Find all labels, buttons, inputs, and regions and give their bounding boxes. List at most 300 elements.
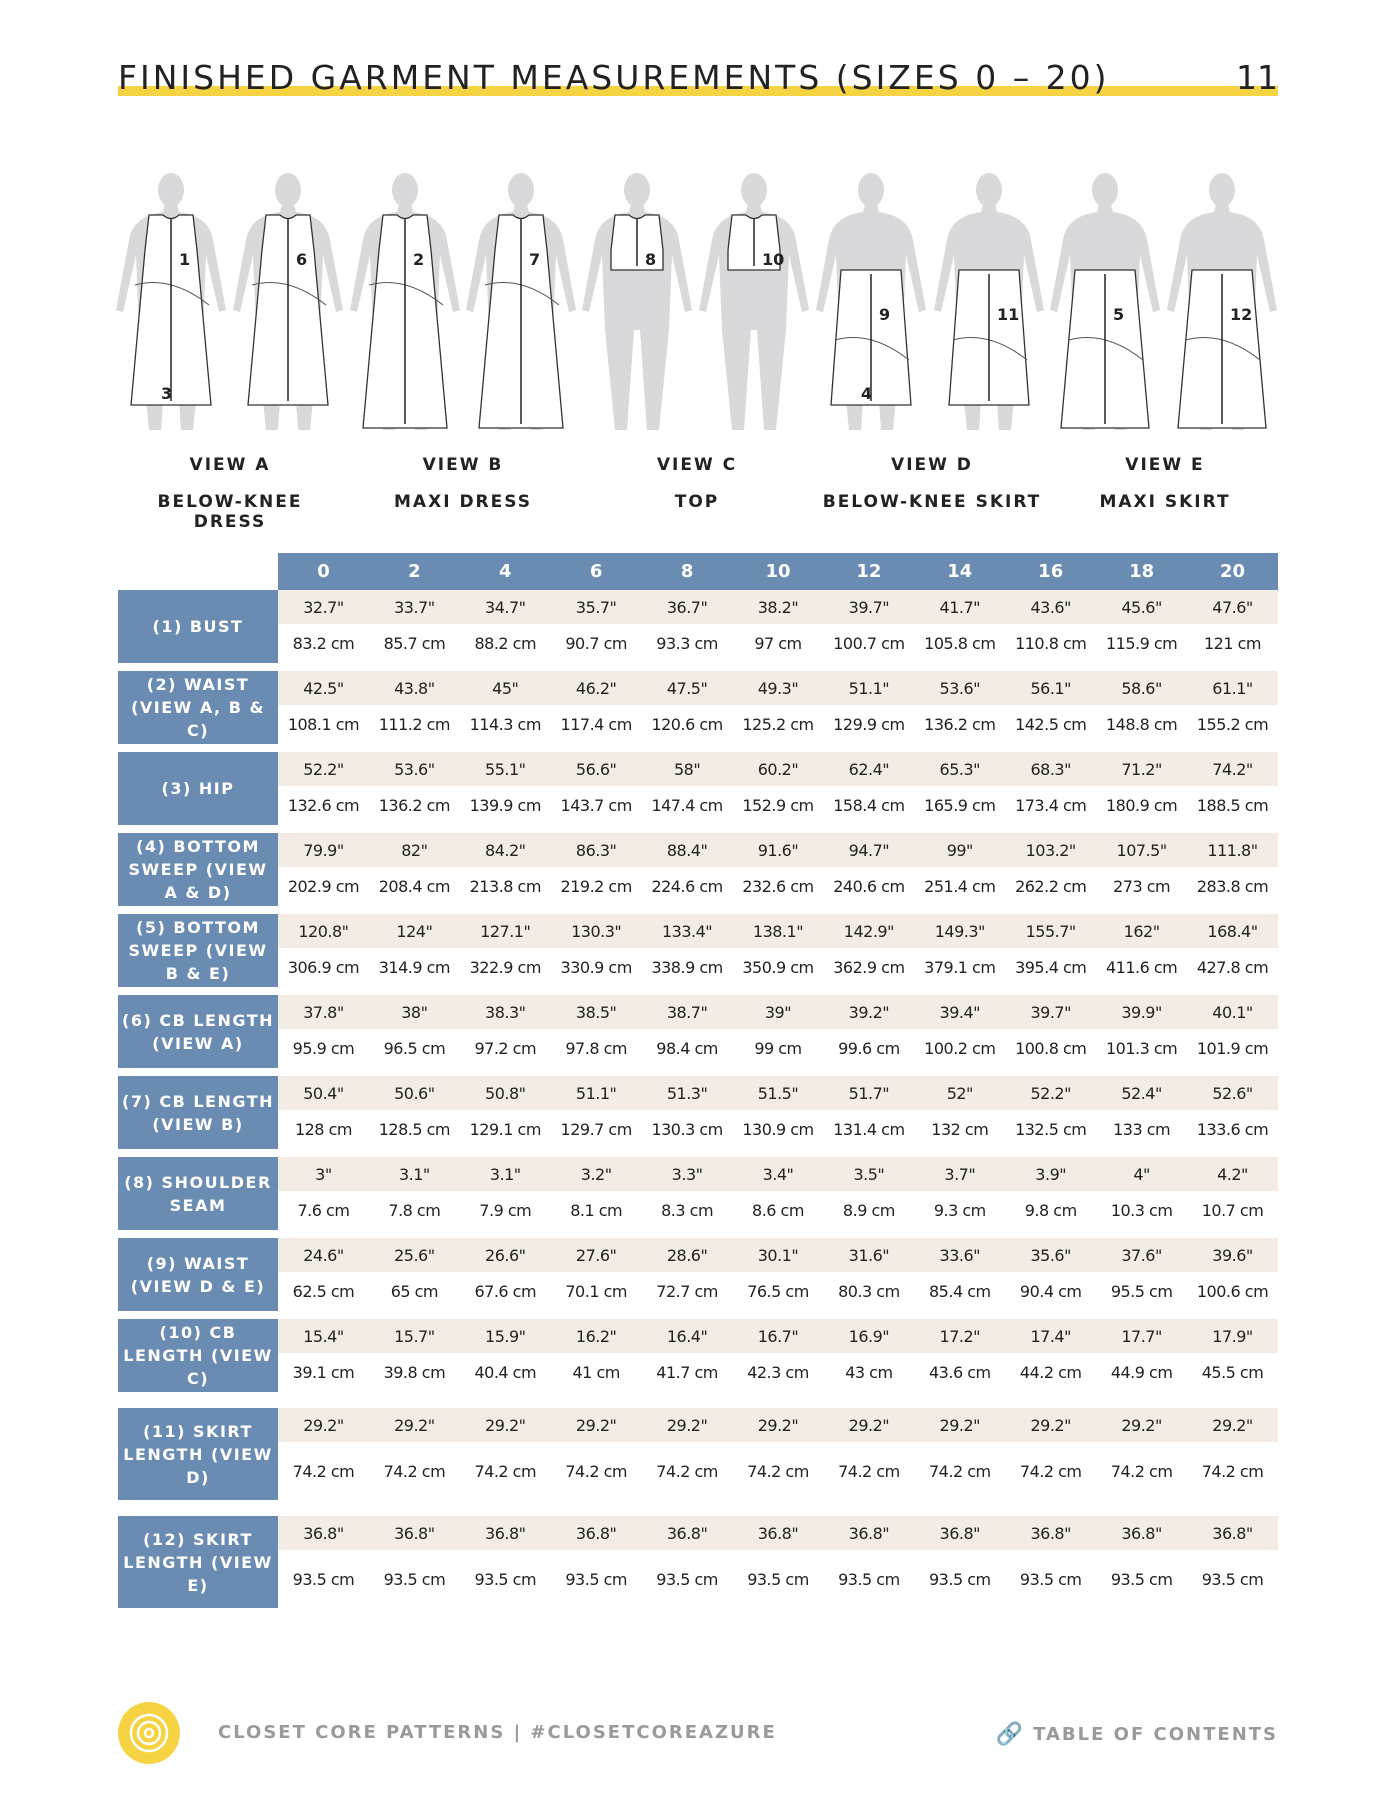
- inches-cell: 51.3": [666, 1083, 708, 1103]
- inches-cell: 17.9": [1212, 1326, 1253, 1346]
- inches-cell: 43.6": [1030, 597, 1071, 617]
- cm-cell: 8.3 cm: [661, 1201, 714, 1220]
- inches-cell: 50.4": [303, 1083, 344, 1103]
- measurement-label: (3) HIP: [118, 752, 278, 825]
- figure-top: [699, 173, 809, 430]
- inches-cell: 36.8": [1030, 1523, 1071, 1543]
- inches-row: [278, 1516, 1278, 1550]
- inches-cell: 111.8": [1207, 840, 1258, 860]
- size-header: 0: [278, 553, 369, 590]
- cm-cell: 74.2 cm: [838, 1461, 900, 1481]
- inches-cell: 82": [401, 840, 428, 860]
- size-header: 12: [823, 553, 914, 590]
- size-header: 20: [1187, 553, 1278, 590]
- inches-cell: 168.4": [1207, 921, 1258, 941]
- inches-cell: 26.6": [485, 1245, 526, 1265]
- cm-cell: 143.7 cm: [560, 796, 632, 815]
- inches-row: [278, 1238, 1278, 1272]
- inches-cell: 53.6": [939, 678, 981, 698]
- cm-cell: 98.4 cm: [656, 1039, 718, 1058]
- cm-cell: 362.9 cm: [833, 958, 905, 977]
- inches-cell: 33.7": [394, 597, 435, 617]
- cm-cell: 93.5 cm: [292, 1569, 355, 1589]
- inches-cell: 52.6": [1212, 1083, 1253, 1103]
- inches-cell: 27.6": [575, 1245, 617, 1265]
- cm-cell: 83.2 cm: [292, 634, 355, 653]
- inches-cell: 38.2": [757, 597, 799, 617]
- view-title: VIEW D: [891, 455, 973, 475]
- inches-cell: 36.8": [575, 1523, 617, 1543]
- cm-cell: 97.2 cm: [474, 1039, 537, 1058]
- inches-cell: 3.1": [489, 1164, 521, 1184]
- cm-cell: 100.6 cm: [1196, 1282, 1269, 1301]
- inches-cell: 47.5": [666, 678, 708, 698]
- cm-cell: 93.5 cm: [838, 1569, 900, 1589]
- cm-cell: 95.9 cm: [292, 1039, 355, 1058]
- inches-cell: 29.2": [303, 1415, 344, 1435]
- cm-cell: 136.2 cm: [378, 796, 450, 815]
- inches-cell: 56.6": [575, 759, 617, 779]
- cm-cell: 125.2 cm: [742, 715, 814, 734]
- view-label: [1055, 455, 1275, 512]
- callout-number: 9: [879, 305, 891, 324]
- cm-cell: 74.2 cm: [383, 1461, 446, 1481]
- inches-row: [278, 590, 1278, 624]
- view-title: VIEW E: [1125, 455, 1205, 475]
- inches-cell: 103.2": [1025, 840, 1076, 860]
- page-header: [118, 58, 1278, 100]
- view-title: VIEW A: [189, 455, 271, 475]
- callout-number: 12: [1230, 305, 1253, 324]
- inches-cell: 3.3": [671, 1164, 703, 1184]
- cm-cell: 240.6 cm: [833, 877, 905, 896]
- cm-cell: 120.6 cm: [651, 715, 723, 734]
- inches-cell: 39.7": [848, 597, 890, 617]
- inches-cell: 28.6": [666, 1245, 708, 1265]
- cm-cell: 74.2 cm: [565, 1461, 627, 1481]
- inches-cell: 3.1": [398, 1164, 430, 1184]
- cm-cell: 93.5 cm: [565, 1569, 627, 1589]
- view-title: VIEW C: [656, 455, 738, 475]
- cm-cell: 39.8 cm: [383, 1363, 446, 1382]
- cm-cell: 44.9 cm: [1110, 1363, 1173, 1382]
- cm-cell: 93.5 cm: [929, 1569, 991, 1589]
- cm-cell: 114.3 cm: [469, 715, 541, 734]
- cm-cell: 42.3 cm: [747, 1363, 809, 1382]
- callout-number: 5: [1113, 305, 1125, 324]
- inches-cell: 29.2": [666, 1415, 708, 1435]
- callout-number: 3: [161, 384, 173, 403]
- callout-number: 2: [413, 250, 425, 269]
- inches-cell: 30.1": [757, 1245, 799, 1265]
- inches-cell: 53.6": [394, 759, 435, 779]
- inches-cell: 51.1": [575, 1083, 617, 1103]
- inches-cell: 52.2": [1030, 1083, 1071, 1103]
- inches-cell: 51.5": [757, 1083, 799, 1103]
- measurement-table: [118, 553, 1278, 1608]
- inches-cell: 45.6": [1121, 597, 1162, 617]
- inches-cell: 3.4": [762, 1164, 794, 1184]
- inches-cell: 29.2": [1121, 1415, 1162, 1435]
- inches-cell: 133.4": [661, 921, 713, 941]
- inches-cell: 94.7": [848, 840, 890, 860]
- measurement-group: [118, 1157, 1278, 1230]
- cm-cell: 44.2 cm: [1019, 1363, 1082, 1382]
- cm-row: [278, 1191, 1278, 1230]
- cm-cell: 8.6 cm: [752, 1201, 804, 1220]
- inches-cell: 4": [1133, 1164, 1150, 1184]
- figure-skirt-long: [1167, 173, 1277, 430]
- cm-cell: 40.4 cm: [474, 1363, 537, 1382]
- cm-cell: 395.4 cm: [1015, 958, 1087, 977]
- inches-cell: 3.2": [580, 1164, 612, 1184]
- cm-row: [278, 1550, 1278, 1608]
- inches-cell: 74.2": [1212, 759, 1253, 779]
- cm-cell: 208.4 cm: [378, 877, 450, 896]
- cm-cell: 322.9 cm: [469, 958, 541, 977]
- inches-cell: 3.7": [944, 1164, 976, 1184]
- measurement-label: (2) WAIST (VIEW A, B & C): [118, 671, 278, 744]
- cm-cell: 74.2 cm: [929, 1461, 991, 1481]
- callout-number: 6: [296, 250, 308, 269]
- measurement-label: (12) SKIRT LENGTH (VIEW E): [118, 1516, 278, 1608]
- inches-cell: 36.8": [757, 1523, 799, 1543]
- inches-cell: 34.7": [485, 597, 526, 617]
- cm-cell: 132.6 cm: [287, 796, 360, 815]
- inches-cell: 52": [946, 1083, 973, 1103]
- cm-cell: 45.5 cm: [1201, 1363, 1264, 1382]
- inches-cell: 39.2": [848, 1002, 890, 1022]
- cm-cell: 330.9 cm: [560, 958, 632, 977]
- cm-cell: 85.4 cm: [929, 1282, 991, 1301]
- inches-cell: 88.4": [666, 840, 708, 860]
- measurement-group: [118, 1238, 1278, 1311]
- link-icon: 🔗: [995, 1722, 1026, 1747]
- cm-cell: 105.8 cm: [924, 634, 996, 653]
- measurement-group: [118, 1076, 1278, 1149]
- inches-cell: 36.8": [1212, 1523, 1253, 1543]
- callout-number: 1: [179, 250, 191, 269]
- inches-cell: 39": [764, 1002, 792, 1022]
- inches-cell: 15.4": [303, 1326, 344, 1346]
- cm-cell: 173.4 cm: [1015, 796, 1087, 815]
- cm-row: [278, 867, 1278, 906]
- cm-cell: 283.8 cm: [1196, 877, 1269, 896]
- cm-cell: 129.9 cm: [833, 715, 905, 734]
- cm-cell: 251.4 cm: [924, 877, 996, 896]
- measurement-group: [118, 833, 1278, 906]
- inches-cell: 61.1": [1212, 678, 1253, 698]
- cm-cell: 90.7 cm: [565, 634, 627, 653]
- cm-row: [278, 1110, 1278, 1149]
- garment-illustrations: [0, 160, 1400, 450]
- inches-cell: 52.2": [303, 759, 344, 779]
- cm-row: [278, 1272, 1278, 1311]
- cm-cell: 202.9 cm: [287, 877, 360, 896]
- figure-dress-short: [233, 173, 343, 430]
- cm-cell: 93.5 cm: [383, 1569, 446, 1589]
- inches-cell: 142.9": [843, 921, 894, 941]
- measurement-group: [118, 752, 1278, 825]
- cm-cell: 97 cm: [754, 634, 802, 653]
- cm-row: [278, 1442, 1278, 1500]
- page-title: FINISHED GARMENT MEASUREMENTS (SIZES 0 – 20): [118, 58, 1110, 97]
- cm-cell: 147.4 cm: [651, 796, 723, 815]
- inches-row: [278, 671, 1278, 705]
- inches-cell: 3.5": [853, 1164, 885, 1184]
- cm-cell: 115.9 cm: [1105, 634, 1178, 653]
- cm-cell: 148.8 cm: [1105, 715, 1178, 734]
- cm-row: [278, 1029, 1278, 1068]
- cm-row: [278, 1353, 1278, 1392]
- inches-row: [278, 752, 1278, 786]
- cm-cell: 74.2 cm: [747, 1461, 809, 1481]
- cm-cell: 76.5 cm: [747, 1282, 809, 1301]
- callout-number: 7: [529, 250, 541, 269]
- inches-cell: 46.2": [575, 678, 617, 698]
- cm-cell: 314.9 cm: [378, 958, 450, 977]
- footer: [118, 1700, 1278, 1766]
- cm-cell: 110.8 cm: [1015, 634, 1087, 653]
- cm-cell: 224.6 cm: [651, 877, 723, 896]
- inches-cell: 36.8": [1121, 1523, 1162, 1543]
- size-header: 8: [642, 553, 733, 590]
- cm-cell: 74.2 cm: [1110, 1461, 1173, 1481]
- figure-top: [582, 173, 692, 430]
- inches-row: [278, 833, 1278, 867]
- cm-cell: 97.8 cm: [565, 1039, 627, 1058]
- callout-number: 8: [645, 250, 657, 269]
- inches-cell: 39.7": [1030, 1002, 1071, 1022]
- inches-cell: 52.4": [1121, 1083, 1162, 1103]
- inches-cell: 58.6": [1121, 678, 1162, 698]
- inches-cell: 84.2": [485, 840, 526, 860]
- cm-cell: 41 cm: [572, 1363, 620, 1382]
- inches-cell: 17.7": [1121, 1326, 1162, 1346]
- view-subtitle: BELOW-KNEE DRESS: [157, 492, 303, 532]
- cm-cell: 129.7 cm: [560, 1120, 632, 1139]
- view-label: [353, 455, 573, 512]
- cm-cell: 262.2 cm: [1015, 877, 1087, 896]
- inches-cell: 15.7": [394, 1326, 435, 1346]
- inches-cell: 60.2": [757, 759, 799, 779]
- inches-cell: 42.5": [303, 678, 344, 698]
- cm-cell: 8.9 cm: [842, 1201, 895, 1220]
- inches-cell: 49.3": [757, 678, 799, 698]
- footer-brand-text: CLOSET CORE PATTERNS | #CLOSETCOREAZURE: [218, 1722, 777, 1743]
- inches-cell: 58": [673, 759, 701, 779]
- inches-cell: 127.1": [480, 921, 531, 941]
- figure-dress-long: [350, 173, 460, 430]
- measurement-label: (9) WAIST (VIEW D & E): [118, 1238, 278, 1311]
- cm-cell: 7.6 cm: [297, 1201, 350, 1220]
- inches-cell: 29.2": [394, 1415, 435, 1435]
- cm-cell: 93.5 cm: [1201, 1569, 1264, 1589]
- inches-cell: 41.7": [939, 597, 981, 617]
- inches-cell: 29.2": [848, 1415, 890, 1435]
- cm-cell: 128.5 cm: [378, 1120, 450, 1139]
- cm-cell: 139.9 cm: [469, 796, 541, 815]
- inches-cell: 29.2": [485, 1415, 526, 1435]
- cm-cell: 132 cm: [931, 1120, 989, 1139]
- inches-cell: 162": [1123, 921, 1160, 941]
- inches-cell: 29.2": [575, 1415, 617, 1435]
- figure-skirt-short: [934, 173, 1044, 430]
- measurement-label: (6) CB LENGTH (VIEW A): [118, 995, 278, 1068]
- cm-cell: 93.5 cm: [474, 1569, 537, 1589]
- cm-cell: 130.9 cm: [742, 1120, 814, 1139]
- cm-cell: 93.3 cm: [656, 634, 718, 653]
- view-label: [822, 455, 1042, 512]
- cm-cell: 10.3 cm: [1110, 1201, 1173, 1220]
- measurement-label: (1) BUST: [118, 590, 278, 663]
- figure-dress-short: [116, 173, 226, 430]
- inches-cell: 36.8": [303, 1523, 344, 1543]
- inches-cell: 16.2": [575, 1326, 617, 1346]
- table-of-contents-link[interactable]: [996, 1722, 1278, 1747]
- inches-cell: 16.4": [666, 1326, 708, 1346]
- inches-cell: 51.1": [848, 678, 890, 698]
- inches-cell: 79.9": [303, 840, 344, 860]
- cm-cell: 62.5 cm: [292, 1282, 355, 1301]
- inches-row: [278, 1319, 1278, 1353]
- inches-cell: 39.9": [1121, 1002, 1162, 1022]
- callout-number: 11: [997, 305, 1020, 324]
- callout-number: 4: [861, 384, 873, 403]
- size-header: 14: [914, 553, 1005, 590]
- measurement-group: [118, 671, 1278, 744]
- figure-skirt-long: [1050, 173, 1160, 430]
- cm-cell: 379.1 cm: [924, 958, 996, 977]
- cm-cell: 155.2 cm: [1196, 715, 1269, 734]
- cm-cell: 43.6 cm: [929, 1363, 991, 1382]
- inches-cell: 91.6": [757, 840, 799, 860]
- measurement-label: (4) BOTTOM SWEEP (VIEW A & D): [118, 833, 278, 906]
- brand-logo: [118, 1702, 180, 1764]
- inches-cell: 38": [401, 1002, 428, 1022]
- measurement-group: [118, 1516, 1278, 1608]
- measurement-group: [118, 590, 1278, 663]
- measurement-label: (8) SHOULDER SEAM: [118, 1157, 278, 1230]
- cm-cell: 74.2 cm: [1201, 1461, 1264, 1481]
- inches-cell: 47.6": [1212, 597, 1253, 617]
- cm-cell: 350.9 cm: [742, 958, 814, 977]
- inches-cell: 86.3": [575, 840, 617, 860]
- inches-cell: 39.4": [939, 1002, 981, 1022]
- cm-cell: 117.4 cm: [560, 715, 632, 734]
- cm-cell: 219.2 cm: [560, 877, 632, 896]
- cm-row: [278, 624, 1278, 663]
- cm-cell: 39.1 cm: [292, 1363, 355, 1382]
- size-header: 16: [1005, 553, 1096, 590]
- inches-cell: 50.6": [394, 1083, 435, 1103]
- cm-cell: 8.1 cm: [570, 1201, 623, 1220]
- inches-cell: 71.2": [1121, 759, 1162, 779]
- inches-cell: 40.1": [1212, 1002, 1253, 1022]
- cm-cell: 133 cm: [1113, 1120, 1171, 1139]
- inches-cell: 16.9": [848, 1326, 890, 1346]
- cm-cell: 100.7 cm: [833, 634, 905, 653]
- cm-cell: 111.2 cm: [378, 715, 450, 734]
- inches-cell: 33.6": [939, 1245, 981, 1265]
- cm-cell: 99.6 cm: [838, 1039, 900, 1058]
- inches-row: [278, 995, 1278, 1029]
- inches-cell: 29.2": [1212, 1415, 1253, 1435]
- inches-cell: 16.7": [757, 1326, 799, 1346]
- cm-cell: 88.2 cm: [474, 634, 537, 653]
- inches-row: [278, 1157, 1278, 1191]
- inches-cell: 50.8": [485, 1083, 526, 1103]
- measurement-group: [118, 914, 1278, 987]
- cm-cell: 74.2 cm: [474, 1461, 537, 1481]
- inches-cell: 149.3": [934, 921, 985, 941]
- cm-cell: 70.1 cm: [565, 1282, 627, 1301]
- cm-cell: 96.5 cm: [383, 1039, 446, 1058]
- table-header-row: [118, 553, 1278, 590]
- inches-cell: 17.4": [1030, 1326, 1071, 1346]
- cm-cell: 427.8 cm: [1196, 958, 1269, 977]
- inches-cell: 36.7": [666, 597, 708, 617]
- inches-cell: 36.8": [848, 1523, 890, 1543]
- inches-cell: 25.6": [394, 1245, 435, 1265]
- inches-cell: 45": [492, 678, 519, 698]
- view-subtitle: BELOW-KNEE SKIRT: [822, 492, 1042, 512]
- inches-cell: 36.8": [394, 1523, 435, 1543]
- cm-cell: 136.2 cm: [924, 715, 996, 734]
- inches-cell: 29.2": [1030, 1415, 1071, 1435]
- header-blank-cell: [118, 553, 278, 590]
- page-number: 11: [1236, 58, 1278, 97]
- size-header: 4: [460, 553, 551, 590]
- measurement-label: (10) CB LENGTH (VIEW C): [118, 1319, 278, 1392]
- cm-cell: 93.5 cm: [656, 1569, 718, 1589]
- inches-cell: 39.6": [1212, 1245, 1253, 1265]
- inches-cell: 124": [396, 921, 433, 941]
- cm-cell: 108.1 cm: [287, 715, 360, 734]
- view-subtitle: MAXI DRESS: [394, 492, 532, 512]
- measurement-group: [118, 995, 1278, 1068]
- cm-cell: 101.3 cm: [1105, 1039, 1178, 1058]
- cm-cell: 338.9 cm: [651, 958, 723, 977]
- cm-row: [278, 705, 1278, 744]
- cm-cell: 232.6 cm: [742, 877, 814, 896]
- cm-cell: 99 cm: [754, 1039, 802, 1058]
- measurement-label: (5) BOTTOM SWEEP (VIEW B & E): [118, 914, 278, 987]
- measurement-group: [118, 1408, 1278, 1500]
- cm-row: [278, 948, 1278, 987]
- inches-cell: 68.3": [1030, 759, 1071, 779]
- cm-cell: 180.9 cm: [1105, 796, 1178, 815]
- cm-cell: 95.5 cm: [1110, 1282, 1173, 1301]
- inches-cell: 32.7": [303, 597, 344, 617]
- inches-cell: 36.8": [666, 1523, 708, 1543]
- inches-cell: 4.2": [1217, 1164, 1248, 1184]
- inches-cell: 38.7": [666, 1002, 708, 1022]
- inches-cell: 15.9": [485, 1326, 526, 1346]
- cm-cell: 43 cm: [845, 1363, 893, 1382]
- inches-cell: 120.8": [298, 921, 349, 941]
- cm-cell: 10.7 cm: [1201, 1201, 1264, 1220]
- inches-cell: 36.8": [485, 1523, 526, 1543]
- view-label: [587, 455, 807, 512]
- inches-cell: 99": [946, 840, 973, 860]
- cm-cell: 85.7 cm: [383, 634, 446, 653]
- cm-cell: 130.3 cm: [651, 1120, 723, 1139]
- cm-cell: 129.1 cm: [469, 1120, 541, 1139]
- cm-cell: 65 cm: [390, 1282, 439, 1301]
- view-title: VIEW B: [422, 455, 504, 475]
- inches-cell: 3.9": [1035, 1164, 1067, 1184]
